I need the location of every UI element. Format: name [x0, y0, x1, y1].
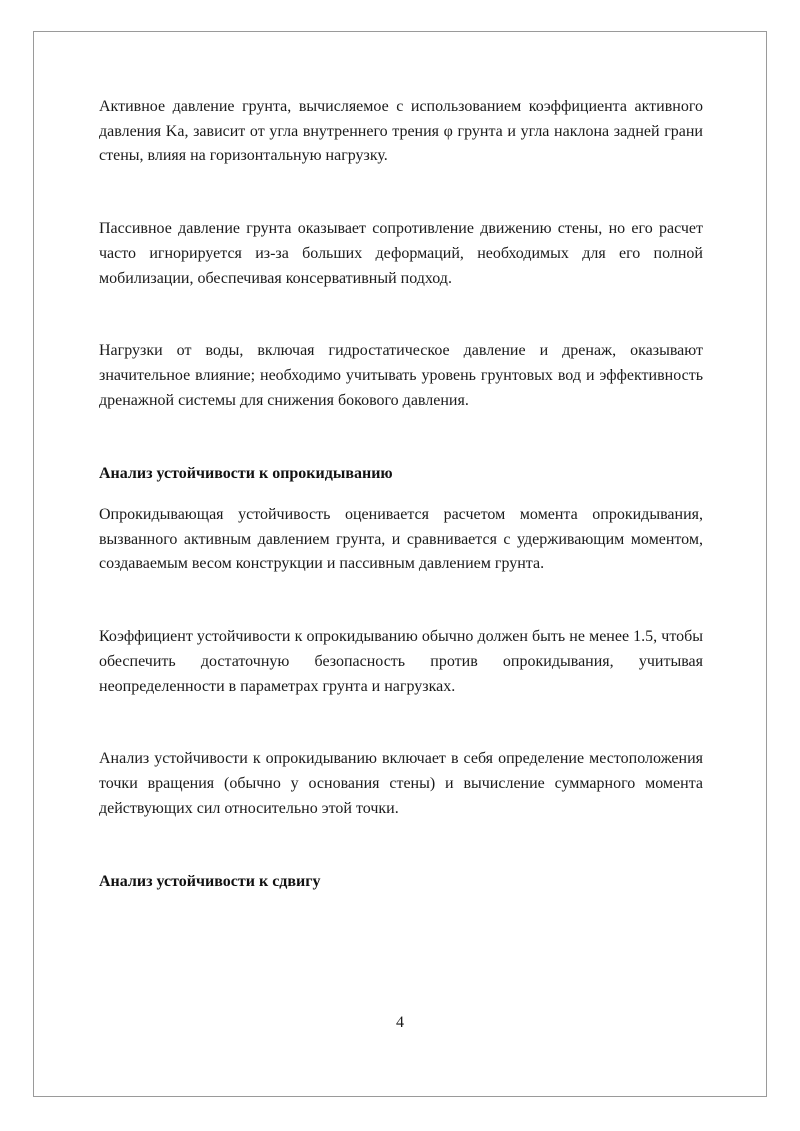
- paragraph-spacer: [99, 577, 703, 625]
- heading-sliding-stability: Анализ устойчивости к сдвигу: [99, 873, 321, 891]
- paragraph-spacer: [99, 413, 703, 462]
- paragraph-spacer: [99, 169, 703, 217]
- paragraph-water-loads: Нагрузки от воды, включая гидростатическое давление и дренаж, оказывают значительное влияние; необходимо учитывать уровень грунтовых вод и эффективность дренажной системы для снижения бокового давления.: [99, 342, 703, 409]
- page-number: 4: [396, 1014, 404, 1031]
- paragraph-rotation-point: Анализ устойчивости к опрокидыванию включает в себя определение местоположения точки вращения (обычно у основания стены) и вычисление суммарного момента действующих сил относительно этой точки.: [99, 750, 703, 817]
- paragraph-active-pressure: Активное давление грунта, вычисляемое с использованием коэффициента активного давления Ka, зависит от угла внутреннего трения φ грунта и угла наклона задней грани стены, влияя на горизонтальную нагрузку.: [99, 98, 703, 165]
- paragraph-spacer: [99, 487, 703, 503]
- heading-overturning-stability: Анализ устойчивости к опрокидыванию: [99, 465, 393, 483]
- paragraph-passive-pressure: Пассивное давление грунта оказывает сопротивление движению стены, но его расчет часто игнорируется из-за больших деформаций, необходимых для его полной мобилизации, обеспечивая консервативный подход.: [99, 220, 703, 287]
- page-content: [99, 95, 703, 895]
- paragraph-spacer: [99, 699, 703, 747]
- paragraph-safety-factor: Коэффициент устойчивости к опрокидыванию обычно должен быть не менее 1.5, чтобы обеспечить достаточную безопасность против опрокидывания, учитывая неопределенности в параметрах грунта и нагрузках.: [99, 628, 703, 695]
- document-page: [33, 31, 767, 1097]
- paragraph-spacer: [99, 821, 703, 870]
- paragraph-spacer: [99, 291, 703, 339]
- paragraph-overturning-moment: Опрокидывающая устойчивость оценивается расчетом момента опрокидывания, вызванного активным давлением грунта, и сравнивается с удерживающим моментом, создаваемым весом конструкции и пассивным давлением грунта.: [99, 506, 703, 573]
